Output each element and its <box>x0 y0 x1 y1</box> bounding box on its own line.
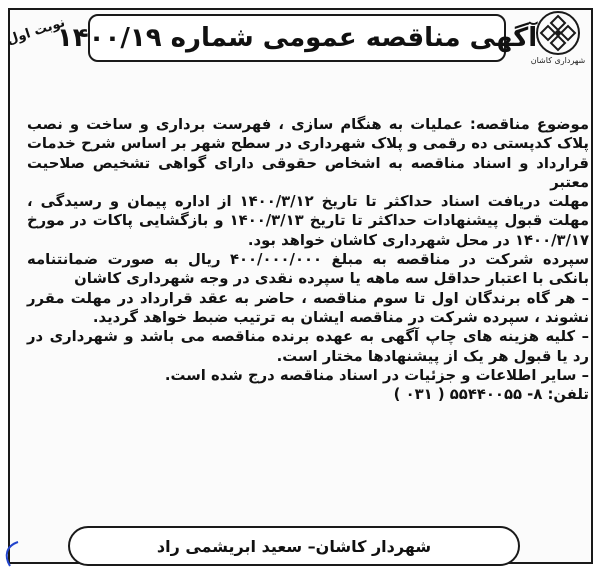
paragraph-deposit: سپرده شرکت در مناقصه به مبلغ ۴۰۰/۰۰۰/۰۰۰ ریال به صورت ضمانتنامه بانکی با اعتبار حداقل سه ماهه یا سپرده نقدی در وجه شهرداری کاشان <box>27 251 589 288</box>
paragraph-details: – سایر اطلاعات و جزئیات در اسناد مناقصه درج شده است. <box>164 366 589 384</box>
municipality-emblem-icon <box>535 10 581 56</box>
corner-mark-icon <box>0 540 22 570</box>
edition-stamp: نوبت اول <box>5 15 67 48</box>
paragraph-forfeit: – هر گاه برندگان اول تا سوم مناقصه ، حاضر به عقد قرارداد در مهلت مقرر نشوند ، سپرده شرکت در مناقصه ایشان به ترتیب ضبط خواهد گردید. <box>27 289 589 326</box>
paragraph-deadlines: مهلت دریافت اسناد حداکثر تا تاریخ ۱۴۰۰/۳/۱۲ از اداره پیمان و رسیدگی ، مهلت قبول پیشنهادات حداکثر تا تاریخ ۱۴۰۰/۳/۱۳ و بازگشایی پاکات در مورخ ۱۴۰۰/۳/۱۷ در محل شهرداری کاشان خواهد بود. <box>27 193 589 249</box>
signature: شهردار کاشان– سعید ابریشمی راد <box>156 536 432 556</box>
logo-caption: شهرداری کاشان <box>530 56 586 65</box>
signature-box <box>68 526 520 566</box>
paragraph-subject: موضوع مناقصه: عملیات به هنگام سازی ، فهرست برداری و ساخت و نصب پلاک کدپستی ده رقمی و پلاک شهرداری در سطح شهر بر اساس شرح خدمات قرارداد و اسناد مناقصه به اشخاص حقوقی دارای گواهی تشخیص صلاحیت معتبر <box>27 116 589 191</box>
announcement-body <box>27 115 589 404</box>
title-box <box>56 14 538 62</box>
page-title: آگهی مناقصه عمومی شماره ۱۴۰۰/۱۹ <box>56 23 538 53</box>
municipality-logo <box>529 10 587 72</box>
paragraph-phone: تلفن: ۸- ۵۵۴۴۰۰۵۵ ( ۰۳۱ ) <box>393 386 589 404</box>
paragraph-costs: – کلیه هزینه های چاپ آگهی به عهده برنده مناقصه می باشد و شهرداری در رد یا قبول هر یک از پیشنهادها مختار است. <box>27 328 589 365</box>
